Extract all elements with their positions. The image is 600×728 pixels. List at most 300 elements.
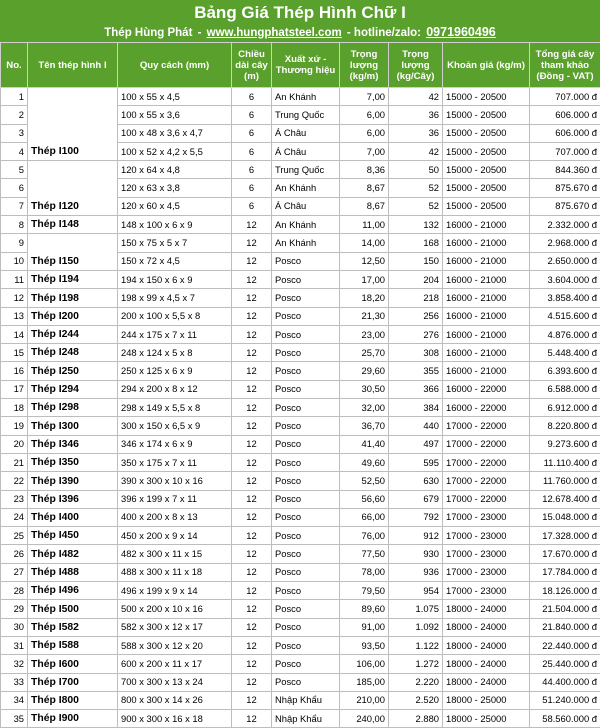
- cell-price-range: 15000 - 20500: [443, 124, 530, 142]
- cell-spec: 198 x 99 x 4,5 x 7: [118, 289, 232, 307]
- cell-total: 4.876.000 đ: [530, 325, 600, 343]
- cell-origin: Posco: [272, 472, 340, 490]
- table-row: [1, 234, 600, 252]
- cell-origin: Trung Quốc: [272, 161, 340, 179]
- cell-weight-m: 106,00: [340, 655, 389, 673]
- cell-weight-bar: 936: [389, 563, 443, 581]
- table-row: [1, 618, 600, 636]
- cell-steel-name: Thép I248: [28, 344, 118, 362]
- cell-length: 12: [232, 399, 272, 417]
- cell-total: 21.504.000 đ: [530, 600, 600, 618]
- cell-weight-m: 91,00: [340, 618, 389, 636]
- cell-steel-name: Thép I588: [28, 636, 118, 654]
- cell-total: 51.240.000 đ: [530, 691, 600, 709]
- cell-spec: 600 x 200 x 11 x 17: [118, 655, 232, 673]
- cell-total: 8.220.800 đ: [530, 417, 600, 435]
- cell-weight-bar: 218: [389, 289, 443, 307]
- cell-spec: 100 x 55 x 3,6: [118, 106, 232, 124]
- cell-origin: Nhập Khẩu: [272, 691, 340, 709]
- separator: -: [196, 27, 204, 39]
- cell-weight-m: 240,00: [340, 710, 389, 728]
- cell-no: 22: [1, 472, 28, 490]
- cell-length: 12: [232, 435, 272, 453]
- cell-total: 15.048.000 đ: [530, 508, 600, 526]
- cell-no: 17: [1, 380, 28, 398]
- cell-spec: 588 x 300 x 12 x 20: [118, 636, 232, 654]
- cell-weight-m: 18,20: [340, 289, 389, 307]
- cell-weight-bar: 792: [389, 508, 443, 526]
- cell-steel-name: Thép I700: [28, 673, 118, 691]
- cell-price-range: 18000 - 25000: [443, 691, 530, 709]
- cell-weight-m: 79,50: [340, 582, 389, 600]
- cell-origin: Posco: [272, 545, 340, 563]
- cell-weight-m: 77,50: [340, 545, 389, 563]
- cell-length: 12: [232, 563, 272, 581]
- cell-price-range: 17000 - 22000: [443, 453, 530, 471]
- cell-weight-m: 76,00: [340, 527, 389, 545]
- cell-spec: 396 x 199 x 7 x 11: [118, 490, 232, 508]
- cell-steel-name: Thép I200: [28, 307, 118, 325]
- cell-steel-name: Thép I294: [28, 380, 118, 398]
- cell-price-range: 16000 - 21000: [443, 344, 530, 362]
- cell-steel-name: Thép I450: [28, 527, 118, 545]
- cell-length: 12: [232, 508, 272, 526]
- cell-length: 12: [232, 472, 272, 490]
- cell-price-range: 15000 - 20500: [443, 179, 530, 197]
- cell-price-range: 16000 - 21000: [443, 362, 530, 380]
- cell-spec: 500 x 200 x 10 x 16: [118, 600, 232, 618]
- table-row: [1, 545, 600, 563]
- cell-weight-bar: 440: [389, 417, 443, 435]
- cell-origin: An Khánh: [272, 88, 340, 106]
- table-row: [1, 435, 600, 453]
- table-row: [1, 307, 600, 325]
- cell-spec: 200 x 100 x 5,5 x 8: [118, 307, 232, 325]
- table-row: [1, 527, 600, 545]
- table-row: [1, 490, 600, 508]
- col-header-total: Tổng giá cây tham khảo (Đồng - VAT): [530, 43, 600, 88]
- cell-no: 27: [1, 563, 28, 581]
- cell-weight-m: 32,00: [340, 399, 389, 417]
- cell-weight-bar: 276: [389, 325, 443, 343]
- cell-origin: Posco: [272, 527, 340, 545]
- cell-weight-bar: 256: [389, 307, 443, 325]
- cell-weight-bar: 150: [389, 252, 443, 270]
- col-header-origin: Xuất xứ - Thương hiệu: [272, 43, 340, 88]
- cell-weight-bar: 42: [389, 142, 443, 160]
- table-row: [1, 673, 600, 691]
- cell-total: 606.000 đ: [530, 106, 600, 124]
- cell-steel-name: Thép I500: [28, 600, 118, 618]
- cell-price-range: 15000 - 20500: [443, 106, 530, 124]
- cell-total: 2.968.000 đ: [530, 234, 600, 252]
- cell-total: 5.448.400 đ: [530, 344, 600, 362]
- table-row: [1, 216, 600, 234]
- cell-price-range: 16000 - 21000: [443, 252, 530, 270]
- cell-weight-bar: 497: [389, 435, 443, 453]
- cell-spec: 248 x 124 x 5 x 8: [118, 344, 232, 362]
- cell-origin: An Khánh: [272, 216, 340, 234]
- cell-length: 12: [232, 344, 272, 362]
- cell-weight-bar: 1.272: [389, 655, 443, 673]
- cell-price-range: 18000 - 24000: [443, 655, 530, 673]
- cell-no: 7: [1, 197, 28, 215]
- cell-price-range: 17000 - 22000: [443, 435, 530, 453]
- cell-price-range: 18000 - 24000: [443, 673, 530, 691]
- cell-weight-bar: 2.520: [389, 691, 443, 709]
- cell-origin: Posco: [272, 344, 340, 362]
- cell-total: 2.650.000 đ: [530, 252, 600, 270]
- cell-length: 12: [232, 453, 272, 471]
- cell-length: 12: [232, 490, 272, 508]
- cell-weight-bar: 930: [389, 545, 443, 563]
- cell-steel-name: Thép I350: [28, 453, 118, 471]
- cell-no: 8: [1, 216, 28, 234]
- table-row: [1, 472, 600, 490]
- cell-weight-m: 52,50: [340, 472, 389, 490]
- cell-price-range: 16000 - 22000: [443, 380, 530, 398]
- cell-spec: 496 x 199 x 9 x 14: [118, 582, 232, 600]
- cell-total: 12.678.400 đ: [530, 490, 600, 508]
- cell-total: 25.440.000 đ: [530, 655, 600, 673]
- cell-weight-bar: 912: [389, 527, 443, 545]
- cell-length: 12: [232, 691, 272, 709]
- cell-length: 6: [232, 197, 272, 215]
- cell-weight-m: 185,00: [340, 673, 389, 691]
- cell-no: 31: [1, 636, 28, 654]
- cell-no: 18: [1, 399, 28, 417]
- cell-total: 875.670 đ: [530, 179, 600, 197]
- cell-total: 17.784.000 đ: [530, 563, 600, 581]
- cell-no: 1: [1, 88, 28, 106]
- cell-spec: 244 x 175 x 7 x 11: [118, 325, 232, 343]
- cell-weight-m: 23,00: [340, 325, 389, 343]
- table-row: [1, 582, 600, 600]
- phone-link[interactable]: 0971960496: [426, 25, 496, 39]
- cell-no: 12: [1, 289, 28, 307]
- cell-no: 19: [1, 417, 28, 435]
- cell-length: 12: [232, 325, 272, 343]
- cell-price-range: 17000 - 23000: [443, 545, 530, 563]
- cell-total: 844.360 đ: [530, 161, 600, 179]
- hotline-label: - hotline/zalo:: [345, 27, 423, 39]
- table-row: [1, 453, 600, 471]
- cell-no: 11: [1, 270, 28, 288]
- cell-origin: Posco: [272, 307, 340, 325]
- col-header-weight-bar: Trọng lượng (kg/Cây): [389, 43, 443, 88]
- table-row: [1, 380, 600, 398]
- cell-weight-bar: 2.880: [389, 710, 443, 728]
- cell-no: 33: [1, 673, 28, 691]
- cell-weight-bar: 679: [389, 490, 443, 508]
- cell-origin: An Khánh: [272, 179, 340, 197]
- cell-weight-m: 30,50: [340, 380, 389, 398]
- cell-length: 12: [232, 527, 272, 545]
- cell-steel-name: Thép I194: [28, 270, 118, 288]
- cell-origin: Posco: [272, 673, 340, 691]
- cell-weight-bar: 52: [389, 197, 443, 215]
- cell-price-range: 16000 - 21000: [443, 307, 530, 325]
- table-row: [1, 289, 600, 307]
- cell-weight-m: 41,40: [340, 435, 389, 453]
- cell-no: 21: [1, 453, 28, 471]
- cell-price-range: 18000 - 24000: [443, 636, 530, 654]
- col-header-weight-m: Trọng lượng (kg/m): [340, 43, 389, 88]
- col-header-spec: Quy cách (mm): [118, 43, 232, 88]
- cell-price-range: 18000 - 24000: [443, 618, 530, 636]
- company-name: Thép Hùng Phát: [104, 27, 192, 39]
- cell-weight-m: 93,50: [340, 636, 389, 654]
- cell-price-range: 17000 - 23000: [443, 527, 530, 545]
- cell-weight-m: 8,67: [340, 197, 389, 215]
- cell-price-range: 15000 - 20500: [443, 161, 530, 179]
- col-header-length: Chiều dài cây (m): [232, 43, 272, 88]
- cell-steel-name: Thép I346: [28, 435, 118, 453]
- cell-steel-name: Thép I900: [28, 710, 118, 728]
- cell-total: 22.440.000 đ: [530, 636, 600, 654]
- table-row: [1, 691, 600, 709]
- cell-total: 3.604.000 đ: [530, 270, 600, 288]
- cell-spec: 350 x 175 x 7 x 11: [118, 453, 232, 471]
- cell-price-range: 16000 - 21000: [443, 270, 530, 288]
- cell-steel-name: Thép I148: [28, 216, 118, 234]
- cell-total: 18.126.000 đ: [530, 582, 600, 600]
- cell-no: 15: [1, 344, 28, 362]
- cell-price-range: 17000 - 22000: [443, 490, 530, 508]
- cell-length: 12: [232, 673, 272, 691]
- cell-spec: 298 x 149 x 5,5 x 8: [118, 399, 232, 417]
- cell-steel-name: Thép I150: [28, 234, 118, 271]
- cell-length: 12: [232, 545, 272, 563]
- cell-price-range: 15000 - 20500: [443, 142, 530, 160]
- cell-price-range: 17000 - 23000: [443, 563, 530, 581]
- cell-origin: Posco: [272, 636, 340, 654]
- table-row: [1, 362, 600, 380]
- col-header-price-range: Khoản giá (kg/m): [443, 43, 530, 88]
- contact-line: [0, 24, 600, 42]
- cell-total: 2.332.000 đ: [530, 216, 600, 234]
- table-row: [1, 399, 600, 417]
- cell-steel-name: Thép I400: [28, 508, 118, 526]
- cell-weight-m: 56,60: [340, 490, 389, 508]
- cell-weight-bar: 52: [389, 179, 443, 197]
- cell-no: 28: [1, 582, 28, 600]
- cell-no: 14: [1, 325, 28, 343]
- cell-weight-m: 89,60: [340, 600, 389, 618]
- cell-weight-m: 78,00: [340, 563, 389, 581]
- cell-price-range: 17000 - 23000: [443, 582, 530, 600]
- cell-weight-bar: 366: [389, 380, 443, 398]
- page-title: Bảng Giá Thép Hình Chữ I: [0, 0, 600, 24]
- cell-spec: 120 x 60 x 4,5: [118, 197, 232, 215]
- table-row: [1, 508, 600, 526]
- cell-steel-name: Thép I244: [28, 325, 118, 343]
- cell-weight-m: 14,00: [340, 234, 389, 252]
- table-row: [1, 600, 600, 618]
- cell-steel-name: Thép I582: [28, 618, 118, 636]
- cell-weight-bar: 2.220: [389, 673, 443, 691]
- cell-total: 11.110.400 đ: [530, 453, 600, 471]
- cell-price-range: 16000 - 21000: [443, 216, 530, 234]
- cell-weight-bar: 50: [389, 161, 443, 179]
- cell-spec: 150 x 72 x 4,5: [118, 252, 232, 270]
- table-row: [1, 344, 600, 362]
- cell-price-range: 16000 - 21000: [443, 289, 530, 307]
- cell-price-range: 17000 - 22000: [443, 472, 530, 490]
- cell-total: 11.760.000 đ: [530, 472, 600, 490]
- cell-length: 12: [232, 600, 272, 618]
- cell-length: 6: [232, 106, 272, 124]
- cell-weight-m: 7,00: [340, 88, 389, 106]
- cell-total: 6.393.600 đ: [530, 362, 600, 380]
- cell-origin: Posco: [272, 417, 340, 435]
- cell-origin: Posco: [272, 655, 340, 673]
- cell-weight-bar: 132: [389, 216, 443, 234]
- cell-spec: 194 x 150 x 6 x 9: [118, 270, 232, 288]
- cell-no: 35: [1, 710, 28, 728]
- cell-length: 12: [232, 618, 272, 636]
- cell-spec: 900 x 300 x 16 x 18: [118, 710, 232, 728]
- cell-weight-m: 17,00: [340, 270, 389, 288]
- cell-steel-name: Thép I120: [28, 161, 118, 216]
- cell-spec: 150 x 75 x 5 x 7: [118, 234, 232, 252]
- cell-spec: 390 x 300 x 10 x 16: [118, 472, 232, 490]
- cell-spec: 148 x 100 x 6 x 9: [118, 216, 232, 234]
- cell-total: 6.912.000 đ: [530, 399, 600, 417]
- cell-steel-name: Thép I488: [28, 563, 118, 581]
- cell-weight-m: 11,00: [340, 216, 389, 234]
- cell-length: 12: [232, 252, 272, 270]
- cell-origin: Posco: [272, 270, 340, 288]
- table-row: [1, 417, 600, 435]
- cell-weight-m: 12,50: [340, 252, 389, 270]
- cell-spec: 450 x 200 x 9 x 14: [118, 527, 232, 545]
- cell-no: 23: [1, 490, 28, 508]
- cell-weight-bar: 384: [389, 399, 443, 417]
- website-link[interactable]: www.hungphatsteel.com: [207, 27, 342, 39]
- cell-no: 13: [1, 307, 28, 325]
- cell-spec: 100 x 48 x 3,6 x 4,7: [118, 124, 232, 142]
- cell-spec: 700 x 300 x 13 x 24: [118, 673, 232, 691]
- cell-spec: 300 x 150 x 6,5 x 9: [118, 417, 232, 435]
- cell-weight-bar: 1.075: [389, 600, 443, 618]
- cell-steel-name: Thép I482: [28, 545, 118, 563]
- cell-spec: 488 x 300 x 11 x 18: [118, 563, 232, 581]
- cell-steel-name: Thép I496: [28, 582, 118, 600]
- cell-total: 58.560.000 đ: [530, 710, 600, 728]
- cell-no: 3: [1, 124, 28, 142]
- cell-origin: Posco: [272, 380, 340, 398]
- cell-total: 17.328.000 đ: [530, 527, 600, 545]
- cell-spec: 346 x 174 x 6 x 9: [118, 435, 232, 453]
- cell-weight-m: 21,30: [340, 307, 389, 325]
- cell-steel-name: Thép I396: [28, 490, 118, 508]
- cell-weight-m: 7,00: [340, 142, 389, 160]
- cell-origin: Á Châu: [272, 142, 340, 160]
- cell-no: 20: [1, 435, 28, 453]
- cell-spec: 120 x 63 x 3,8: [118, 179, 232, 197]
- cell-weight-m: 25,70: [340, 344, 389, 362]
- cell-total: 707.000 đ: [530, 142, 600, 160]
- cell-total: 44.400.000 đ: [530, 673, 600, 691]
- cell-price-range: 18000 - 25000: [443, 710, 530, 728]
- cell-no: 6: [1, 179, 28, 197]
- cell-origin: Posco: [272, 563, 340, 581]
- cell-length: 12: [232, 655, 272, 673]
- price-table: [0, 42, 600, 728]
- cell-weight-bar: 168: [389, 234, 443, 252]
- cell-total: 606.000 đ: [530, 124, 600, 142]
- cell-no: 25: [1, 527, 28, 545]
- cell-length: 6: [232, 142, 272, 160]
- cell-weight-m: 29,60: [340, 362, 389, 380]
- cell-spec: 482 x 300 x 11 x 15: [118, 545, 232, 563]
- cell-no: 16: [1, 362, 28, 380]
- cell-no: 26: [1, 545, 28, 563]
- table-row: [1, 88, 600, 106]
- cell-weight-m: 8,67: [340, 179, 389, 197]
- cell-weight-m: 36,70: [340, 417, 389, 435]
- cell-length: 12: [232, 362, 272, 380]
- cell-price-range: 15000 - 20500: [443, 88, 530, 106]
- cell-price-range: 16000 - 21000: [443, 325, 530, 343]
- cell-origin: Posco: [272, 325, 340, 343]
- cell-total: 707.000 đ: [530, 88, 600, 106]
- cell-spec: 120 x 64 x 4,8: [118, 161, 232, 179]
- cell-price-range: 17000 - 23000: [443, 508, 530, 526]
- cell-price-range: 17000 - 22000: [443, 417, 530, 435]
- cell-length: 12: [232, 380, 272, 398]
- cell-origin: Posco: [272, 289, 340, 307]
- cell-origin: Posco: [272, 252, 340, 270]
- cell-total: 21.840.000 đ: [530, 618, 600, 636]
- title-bar: [0, 0, 600, 42]
- cell-no: 5: [1, 161, 28, 179]
- table-row: [1, 161, 600, 179]
- cell-weight-bar: 355: [389, 362, 443, 380]
- cell-spec: 250 x 125 x 6 x 9: [118, 362, 232, 380]
- cell-weight-m: 66,00: [340, 508, 389, 526]
- cell-origin: Á Châu: [272, 197, 340, 215]
- cell-no: 4: [1, 142, 28, 160]
- cell-no: 30: [1, 618, 28, 636]
- cell-length: 12: [232, 289, 272, 307]
- cell-total: 875.670 đ: [530, 197, 600, 215]
- cell-spec: 100 x 55 x 4,5: [118, 88, 232, 106]
- header-row: [1, 43, 600, 88]
- cell-total: 17.670.000 đ: [530, 545, 600, 563]
- cell-no: 10: [1, 252, 28, 270]
- cell-origin: Posco: [272, 453, 340, 471]
- cell-length: 12: [232, 216, 272, 234]
- cell-spec: 400 x 200 x 8 x 13: [118, 508, 232, 526]
- cell-origin: Posco: [272, 362, 340, 380]
- cell-length: 12: [232, 636, 272, 654]
- cell-spec: 294 x 200 x 8 x 12: [118, 380, 232, 398]
- cell-price-range: 16000 - 21000: [443, 234, 530, 252]
- table-body: [1, 88, 600, 728]
- cell-length: 6: [232, 124, 272, 142]
- cell-weight-bar: 36: [389, 106, 443, 124]
- cell-origin: Á Châu: [272, 124, 340, 142]
- cell-length: 6: [232, 161, 272, 179]
- cell-origin: Trung Quốc: [272, 106, 340, 124]
- cell-length: 6: [232, 179, 272, 197]
- cell-length: 12: [232, 417, 272, 435]
- cell-steel-name: Thép I250: [28, 362, 118, 380]
- cell-steel-name: Thép I198: [28, 289, 118, 307]
- cell-total: 9.273.600 đ: [530, 435, 600, 453]
